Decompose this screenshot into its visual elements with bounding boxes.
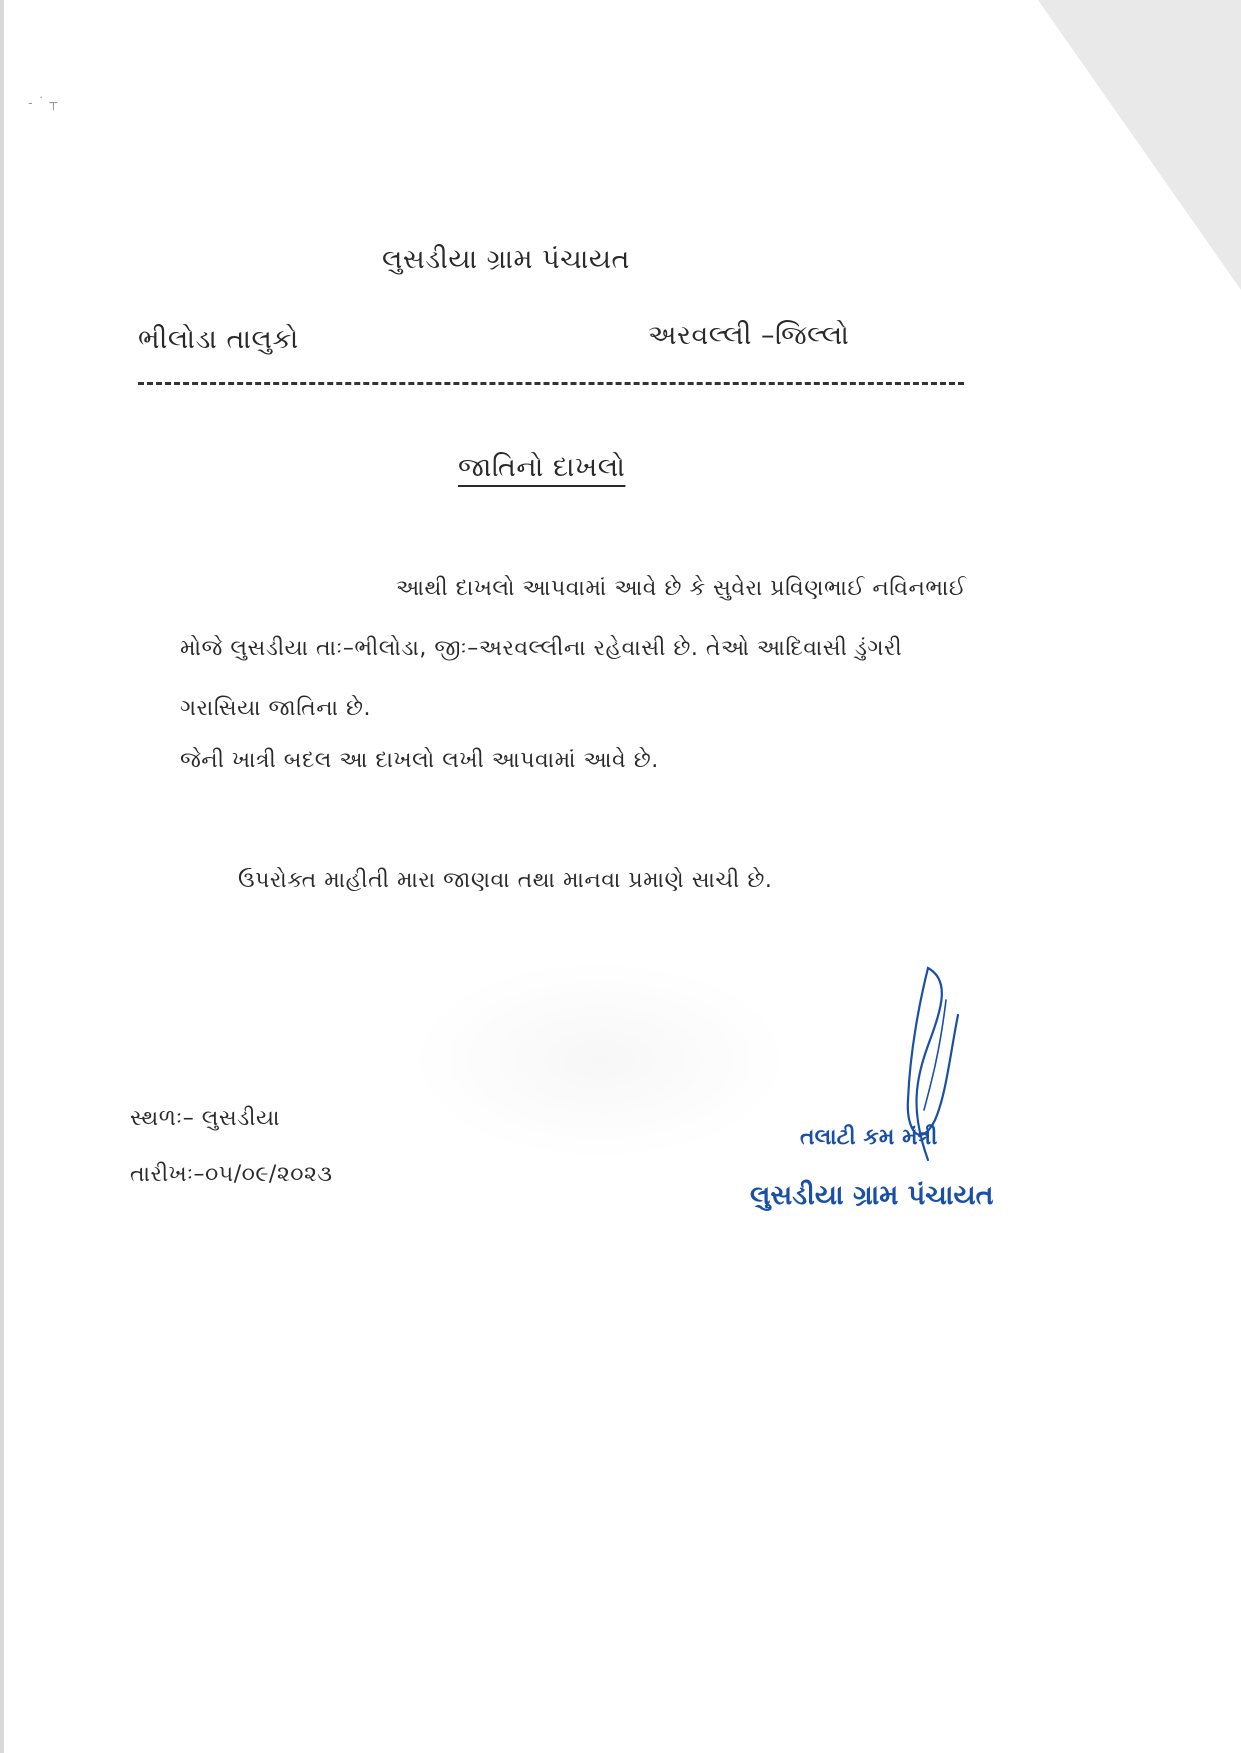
taluka-label: ભીલોડા તાલુકો [138,324,299,355]
scan-shadow [410,960,790,1160]
panchayat-heading: લુસડીયા ગ્રામ પંચાયત [382,244,630,275]
body-line-4: જેની ખાત્રી બદલ આ દાખલો લખી આપવામાં આવે છે. [180,748,659,773]
body-line-3: ગરાસિયા જાતિના છે. [180,696,372,721]
district-label: અરવલ્લી –જિલ્લો [648,320,850,351]
body-line-2: મોજે લુસડીયા તાઃ–ભીલોડા, જીઃ–અરવલ્લીના રહેવાસી છે. તેઓ આદિવાસી ડુંગરી [180,636,903,661]
header-divider [138,382,964,385]
scan-mark: ‑ ˙ ┬ [28,96,58,111]
stamp-panchayat: લુસડીયા ગ્રામ પંચાયત [750,1180,994,1211]
stamp-designation: તલાટી કમ મંત્રી [800,1125,938,1150]
document-title: જાતિનો દાખલો [458,452,626,483]
body-line-1: આથી દાખલો આપવામાં આવે છે કે સુવેરા પ્રવિણભાઈ નવિનભાઈ [396,576,967,601]
scan-edge [0,0,4,1753]
place-label: સ્થળઃ– લુસડીયા [130,1106,280,1131]
date-label: તારીખઃ–૦૫/૦૯/૨૦૨૩ [130,1162,333,1187]
declaration-text: ઉપરોક્ત માહીતી મારા જાણવા તથા માનવા પ્રમાણે સાચી છે. [238,868,773,893]
